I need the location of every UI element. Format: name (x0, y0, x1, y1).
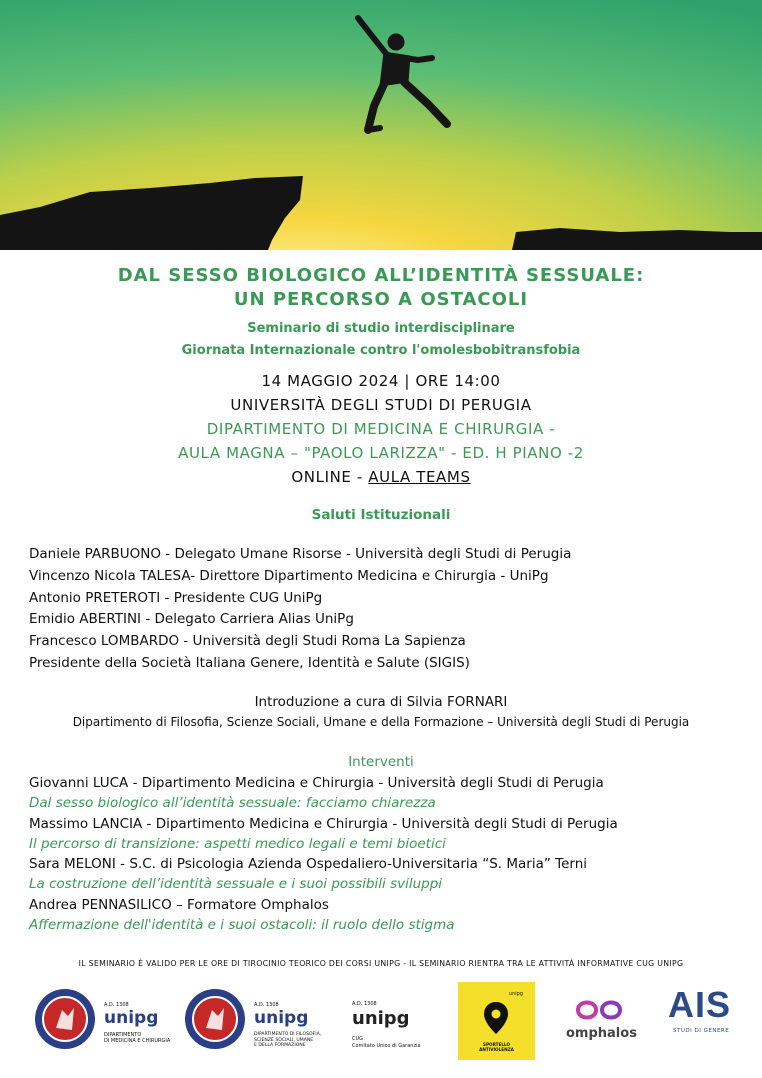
unipg-seal-icon (184, 988, 246, 1054)
talk-speaker: Sara MELONI - S.C. di Psicologia Azienda Ospedaliero-Universitaria “S. Maria” Terni (29, 856, 588, 873)
online-prefix: ONLINE - (291, 468, 369, 486)
greeting-item: Presidente della Società Italiana Genere, Identità e Salute (SIGIS) (29, 654, 470, 671)
hero-image (0, 0, 762, 250)
omphalos-name: omphalos (566, 1026, 637, 1041)
unipg-seal-icon (34, 988, 96, 1054)
cug-full: Comitato Unico di Garanzia (352, 1043, 421, 1049)
greeting-item: Daniele PARBUONO - Delegato Umane Risorse - Università degli Studi di Perugia (29, 546, 572, 562)
title-line-1: DAL SESSO BIOLOGICO ALL’IDENTITÀ SESSUALE: (117, 265, 645, 286)
ais-sub: STUDI DI GENERE (673, 1028, 730, 1034)
map-pin-icon (484, 1002, 508, 1034)
event-info (0, 369, 762, 489)
unipg-dept-1: DIPARTIMENTO DI MEDICINA E CHIRURGIA (104, 1032, 171, 1044)
footnote: IL SEMINARIO È VALIDO PER LE ORE DI TIROCINIO TEORICO DEI CORSI UNIPG - IL SEMINARIO RIENTRA TRA LE ATTIVITÀ INFORMATIVE CUG UNIPG (78, 959, 684, 968)
subtitle-line-2: Giornata Internazionale contro l'omolesbobitransfobia (181, 343, 581, 358)
unipg-name-2: unipg (254, 1008, 309, 1028)
talks-heading: Interventi (348, 754, 414, 770)
sponsor-logos (0, 980, 762, 1065)
greeting-item: Emidio ABERTINI - Delegato Carriera Alias UniPg (29, 611, 354, 628)
greeting-item: Francesco LOMBARDO - Università degli Studi Roma La Sapienza (29, 633, 466, 650)
sportello-antiviolenza-logo (458, 982, 535, 1060)
event-department: DIPARTIMENTO DI MEDICINA E CHIRURGIA - (206, 420, 556, 438)
unipg-name-1: unipg (104, 1008, 159, 1028)
ais-logo: AIS (668, 984, 732, 1025)
sportello-text: SPORTELLO ANTIVIOLENZA (479, 1042, 514, 1052)
greeting-item: Antonio PRETEROTI - Presidente CUG UniPg (29, 589, 323, 606)
intro-affiliation: Dipartimento di Filosofia, Scienze Sociali, Umane e della Formazione – Università degli Studi di Perugia (72, 715, 690, 729)
cug-label: CUG (352, 1036, 364, 1042)
greetings-heading: Saluti Istituzionali (311, 507, 451, 523)
event-online (0, 465, 762, 489)
sportello-unipg: unipg (508, 991, 523, 997)
talk-speaker: Massimo LANCIA - Dipartimento Medicina e Chirurgia - Università degli Studi di Perugia (29, 815, 618, 832)
event-university: UNIVERSITÀ DEGLI STUDI DI PERUGIA (230, 396, 532, 414)
aula-teams-link[interactable]: AULA TEAMS (368, 468, 471, 486)
event-room: AULA MAGNA – "PAOLO LARIZZA" - ED. H PIANO -2 (178, 444, 584, 462)
unipg-ad-1: A.D. 1308 (104, 1002, 129, 1008)
omphalos-icon (574, 996, 624, 1028)
talk-speaker: Andrea PENNASILICO – Formatore Omphalos (29, 896, 329, 913)
talk-speaker: Giovanni LUCA - Dipartimento Medicina e Chirurgia - Università degli Studi di Perugia (29, 775, 604, 791)
title-line-2: UN PERCORSO A OSTACOLI (233, 289, 529, 310)
talk-topic: Affermazione dell'identità e i suoi ostacoli: il ruolo dello stigma (29, 917, 455, 934)
unipg-name-3: unipg (352, 1008, 410, 1029)
unipg-ad-2: A.D. 1308 (254, 1002, 279, 1008)
talks-list (29, 773, 749, 935)
talk-topic: Dal sesso biologico all’identità sessuale: facciamo chiarezza (29, 795, 436, 812)
greetings-list (29, 544, 749, 675)
talk-topic: La costruzione dell’identità sessuale e i suoi possibili sviluppi (29, 876, 443, 893)
event-datetime: 14 MAGGIO 2024 | ORE 14:00 (261, 372, 501, 390)
event-subtitle (0, 318, 762, 362)
unipg-ad-3: A.D. 1308 (352, 1001, 377, 1007)
event-title (0, 264, 762, 312)
intro-heading: Introduzione a cura di Silvia FORNARI (254, 694, 508, 710)
greeting-item: Vincenzo Nicola TALESA- Direttore Dipartimento Medicina e Chirurgia - UniPg (29, 567, 549, 584)
talk-topic: Il percorso di transizione: aspetti medico legali e temi bioetici (29, 835, 446, 852)
subtitle-line-1: Seminario di studio interdisciplinare (247, 321, 515, 336)
unipg-dept-2: DIPARTIMENTO DI FILOSOFIA, SCIENZE SOCIALI, UMANE E DELLA FORMAZIONE (254, 1032, 322, 1048)
